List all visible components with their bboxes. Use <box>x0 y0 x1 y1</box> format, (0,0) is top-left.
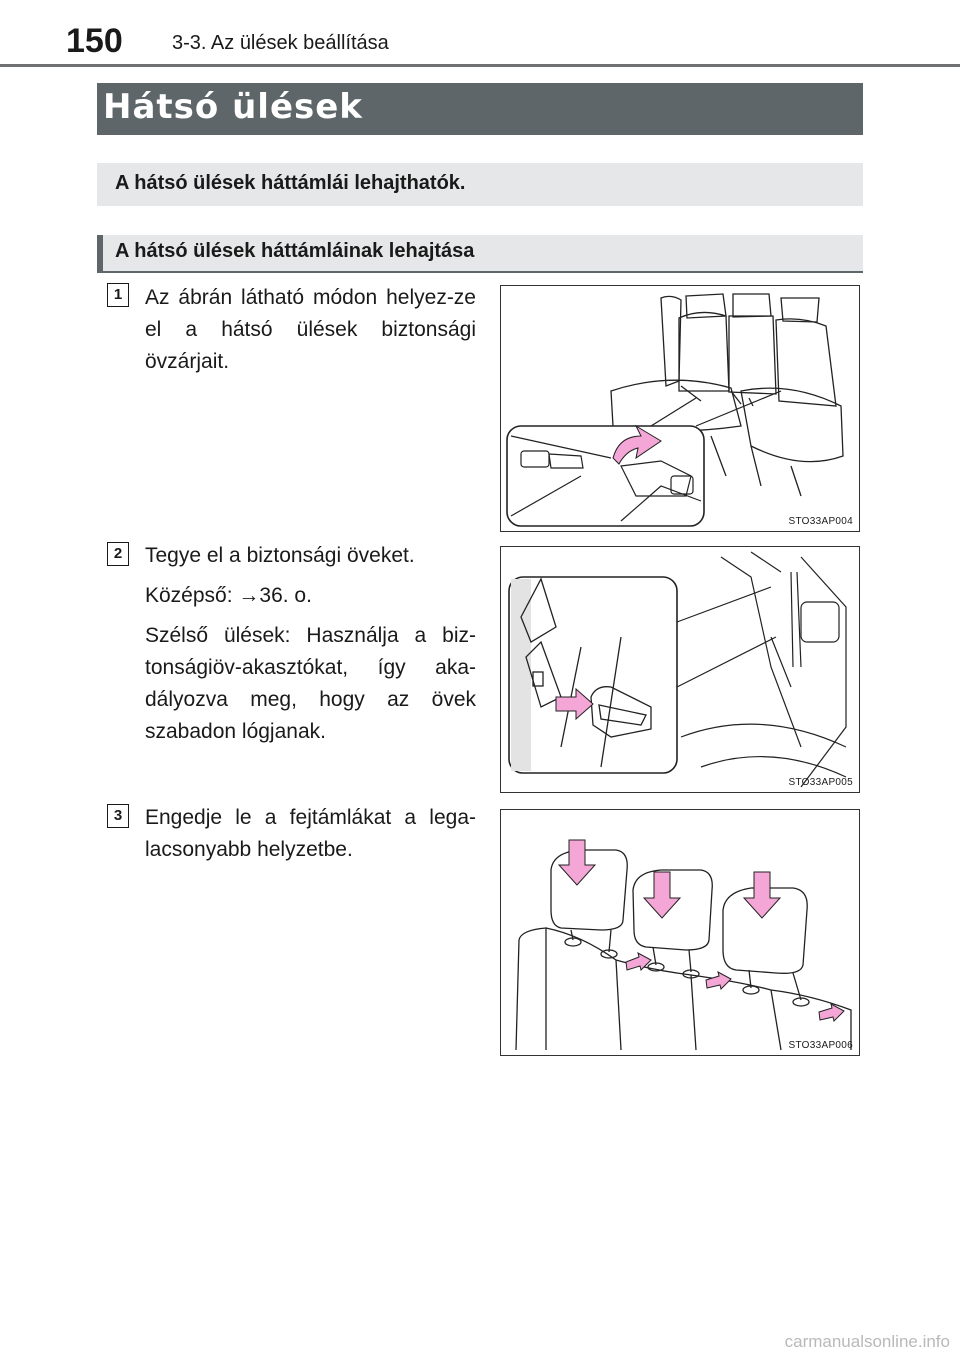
step-2-paragraph-3: Szélső ülések: Használja a biz-tonságiöv-akasztókat, így aka-dályozva meg, hogy az övek szabadon lógjanak. <box>145 624 476 743</box>
belt-hanger-illustration <box>501 547 859 792</box>
section-title-bar <box>97 83 863 135</box>
figure-belt-hanger <box>500 546 860 793</box>
figure-headrests <box>500 809 860 1056</box>
step-number-2: 2 <box>107 542 129 566</box>
subsection-heading: A hátsó ülések háttámláinak lehajtása <box>115 240 475 262</box>
page-number: 150 <box>66 22 123 60</box>
step-1-text <box>145 282 476 386</box>
subsection-heading-bar <box>97 235 863 271</box>
step-number-3: 3 <box>107 804 129 828</box>
watermark: carmanualsonline.info <box>784 1332 950 1351</box>
step-1-paragraph: Az ábrán látható módon helyez-ze el a hátsó ülések biztonsági övzárjait. <box>145 286 476 373</box>
headrest-lowering-illustration <box>501 810 859 1055</box>
header-rule <box>0 64 960 67</box>
step-3-paragraph: Engedje le a fejtámlákat a lega-lacsonyabb helyzetbe. <box>145 806 476 861</box>
step-2-paragraph-2: Középső: →36. o. <box>145 584 312 607</box>
step-number-1: 1 <box>107 283 129 307</box>
step-3-text <box>145 802 476 874</box>
rear-seat-buckle-illustration <box>501 286 859 531</box>
figure-code-3: STO33AP006 <box>788 1040 853 1051</box>
summary-bar <box>97 163 863 206</box>
chapter-title: 3-3. Az ülések beállítása <box>172 32 389 54</box>
step-2-paragraph-1: Tegye el a biztonsági öveket. <box>145 544 415 567</box>
figure-code-2: STO33AP005 <box>788 777 853 788</box>
step-2-text <box>145 540 476 756</box>
figure-code-1: STO33AP004 <box>788 516 853 527</box>
page-header <box>0 0 960 68</box>
figure-seat-belt-buckles <box>500 285 860 532</box>
page-title: Hátsó ülések <box>103 87 363 127</box>
summary-text: A hátsó ülések háttámlái lehajthatók. <box>115 172 466 194</box>
